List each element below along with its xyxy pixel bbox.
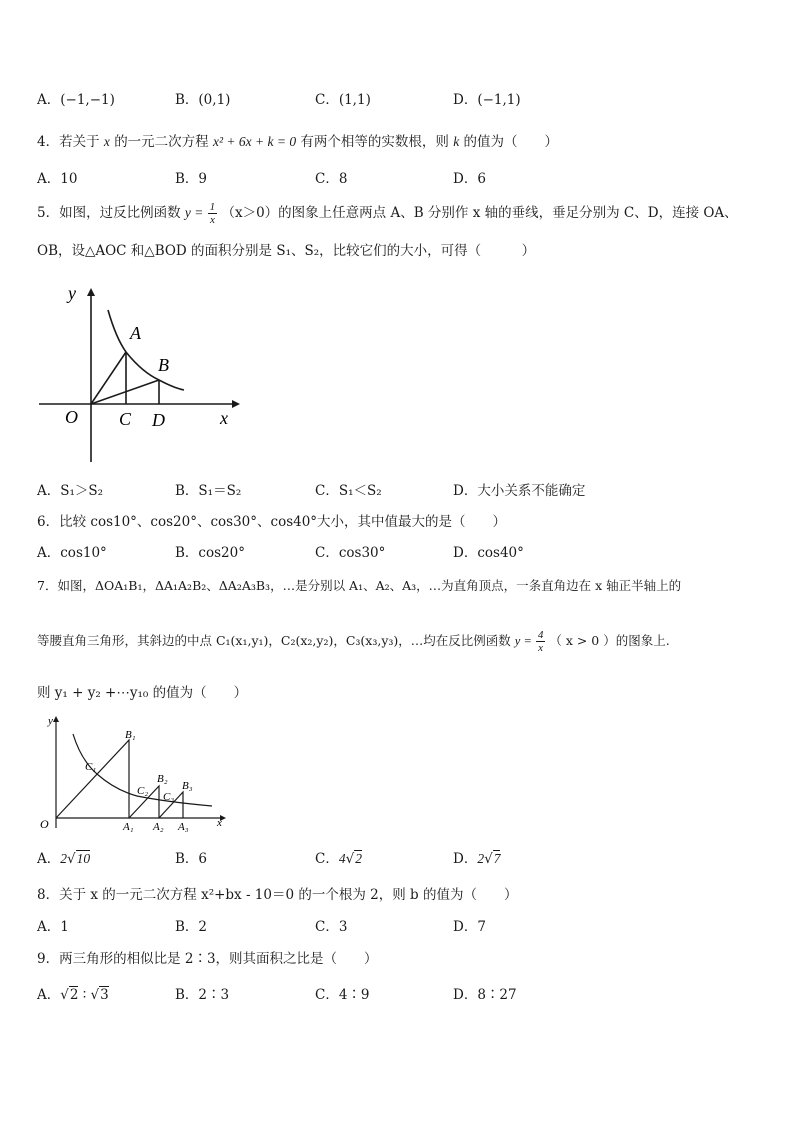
q7-label-b1: B₁ <box>125 729 136 741</box>
q8-option-a: A．1 <box>37 919 69 935</box>
q9-option-a-right: 3 <box>100 987 109 1003</box>
q6-option-c: C．cos30° <box>315 545 386 561</box>
q4-option-b: B．9 <box>175 171 208 187</box>
q7-label-a3: A₃ <box>178 821 189 833</box>
q7-label-a1: A₁ <box>123 821 134 833</box>
q7-option-b <box>175 847 207 867</box>
q5-func-lhs: y = <box>184 205 204 220</box>
q5-option-a: A．S₁＞S₂ <box>37 483 104 499</box>
q3-option-a: A．(−1,−1) <box>37 92 115 108</box>
q7-y-arrow <box>53 716 59 722</box>
q4-stem-part: 的一元二次方程 <box>114 134 209 150</box>
q7-stem-line1: 7．如图，ΔOA₁B₁，ΔA₁A₂B₂、ΔA₂A₃B₃，…是分别以 A₁、A₂、A₃，…为直角顶点，一条直角边在 x 轴正半轴上的 <box>37 578 682 593</box>
q8-option-c: C．3 <box>315 919 348 935</box>
q5-hyperbola <box>108 310 184 390</box>
q7-label-b2: B₂ <box>157 773 168 785</box>
q4-stem-part: 4．若关于 <box>37 134 100 150</box>
q7-label-c1: C₁ <box>85 761 97 773</box>
q9-option-c: C．4∶9 <box>315 987 370 1003</box>
q5-segment-oa <box>91 352 126 404</box>
q6-option-b: B．cos20° <box>175 545 245 561</box>
q4-stem <box>37 130 558 150</box>
q5-fraction <box>208 201 218 226</box>
q7-stem-line3: 则 y₁ + y₂ +⋯y₁₀ 的值为（ ） <box>37 685 248 701</box>
q7-option-b-letter: B． <box>175 851 199 867</box>
q4-option-a: A．10 <box>37 171 78 187</box>
q3-option-b: B．(0,1) <box>175 92 231 108</box>
q5-option-b: B．S₁＝S₂ <box>175 483 242 499</box>
q5-stem-part: 5．如图，过反比例函数 <box>37 205 181 221</box>
q7-figure <box>37 710 227 835</box>
q5-figure <box>34 282 244 467</box>
q4-stem-part: 的值为（ ） <box>463 134 558 150</box>
q6-stem: 6．比较 cos10°、cos20°、cos30°、cos40°大小，其中值最大的是（ ） <box>37 514 507 530</box>
q7-label-x: x <box>217 817 222 829</box>
q7-option-a: A．2√10 <box>37 851 91 867</box>
q7-option-c-radicand: 2 <box>355 851 362 866</box>
q5-frac-den: x <box>209 214 215 226</box>
q5-segment-ob <box>91 380 159 404</box>
q4-var-k: k <box>453 134 460 149</box>
q7-label-a2: A₂ <box>153 821 164 833</box>
q7-option-d: D．2√7 <box>453 851 501 867</box>
q5-label-a: A <box>130 323 141 343</box>
q9-option-d: D．8∶27 <box>453 987 517 1003</box>
q7-option-c-letter: C． <box>315 851 339 867</box>
q5-option-c: C．S₁＜S₂ <box>315 483 382 499</box>
q7-label-o: O <box>40 817 49 831</box>
q9-option-b: B．2∶3 <box>175 987 230 1003</box>
q5-x-arrow <box>232 400 240 408</box>
q5-label-b: B <box>158 355 169 375</box>
q4-var-x: x <box>103 134 110 149</box>
q8-option-b: B．2 <box>175 919 208 935</box>
q7-fraction <box>536 629 546 654</box>
q3-option-d: D．(−1,1) <box>453 92 521 108</box>
q7-label-c3: C₃ <box>163 791 175 803</box>
q6-option-a: A．cos10° <box>37 545 107 561</box>
q7-label-y: y <box>48 715 53 727</box>
q5-label-x: x <box>220 408 228 428</box>
q5-label-o: O <box>65 407 78 427</box>
q7-option-d-letter: D． <box>453 851 478 867</box>
q7-frac-den: x <box>538 642 544 654</box>
q5-stem-line2: OB，设△AOC 和△BOD 的面积分别是 S₁、S₂，比较它们的大小，可得（ ） <box>37 243 536 259</box>
q7-option-a-radicand: 10 <box>76 851 91 866</box>
q7-triangle-1 <box>56 740 129 818</box>
q4-option-c: C．8 <box>315 171 348 187</box>
q7-option-d-radicand: 7 <box>493 851 501 866</box>
q3-option-c: C．(1,1) <box>315 92 371 108</box>
q9-option-a: A．√2 ∶ √3 <box>37 987 109 1003</box>
q8-option-d: D．7 <box>453 919 486 935</box>
q7-frac-num: 4 <box>537 629 544 641</box>
q7-option-c-coef: 4 <box>338 851 346 866</box>
q7-option-c: C．4√2 <box>315 851 362 867</box>
q5-label-d: D <box>152 410 165 430</box>
q5-y-arrow <box>87 288 95 296</box>
q7-option-d-coef: 2 <box>477 851 485 866</box>
q5-label-y: y <box>68 283 76 303</box>
q7-option-a-letter: A． <box>37 851 61 867</box>
q9-option-a-letter: A． <box>37 987 61 1003</box>
q5-frac-num: 1 <box>209 201 216 213</box>
q6-option-d: D．cos40° <box>453 545 524 561</box>
q7-label-b3: B₃ <box>182 780 193 792</box>
q4-stem-part: 有两个相等的实数根，则 <box>300 134 449 150</box>
q7-stem-line2 <box>37 629 670 654</box>
q4-equation: x² + 6x + k = 0 <box>212 134 297 149</box>
q7-option-b-value: 6 <box>198 851 208 867</box>
q7-stem-part: （ x > 0 ）的图象上. <box>549 633 670 648</box>
q4-option-d: D．6 <box>453 171 486 187</box>
q5-label-c: C <box>119 409 132 429</box>
q8-stem: 8．关于 x 的一元二次方程 x²+bx - 10＝0 的一个根为 2，则 b 的值为（ ） <box>37 887 518 903</box>
q7-option-a-coef: 2 <box>60 851 67 866</box>
q5-stem-part: （x＞0）的图象上任意两点 A、B 分别作 x 轴的垂线，垂足分别为 C、D，连接 OA、 <box>221 205 738 221</box>
q9-stem: 9．两三角形的相似比是 2∶3，则其面积之比是（ ） <box>37 951 378 967</box>
q7-label-c2: C₂ <box>137 785 149 797</box>
q7-func-lhs: y = <box>514 634 532 648</box>
q5-stem-line1 <box>37 201 738 226</box>
q7-stem-part: 等腰直角三角形，其斜边的中点 C₁(x₁,y₁)，C₂(x₂,y₂)，C₃(x₃,y₃)，…均在反比例函数 <box>37 633 511 648</box>
q5-option-d: D．大小关系不能确定 <box>453 483 586 499</box>
q9-option-a-left: 2 <box>69 987 79 1003</box>
